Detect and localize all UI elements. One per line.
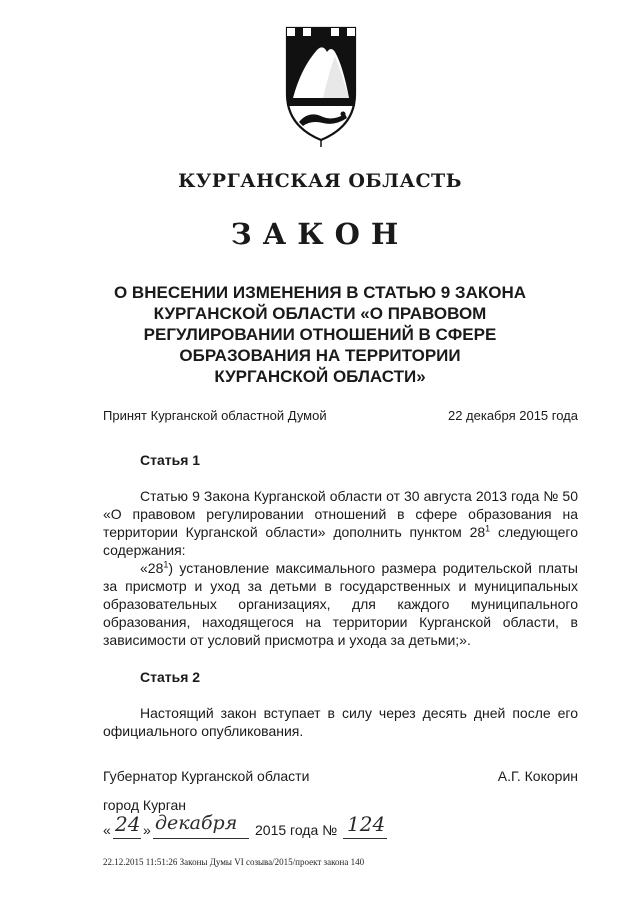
article-1-paragraph-1 — [103, 487, 578, 559]
law-title — [110, 282, 530, 387]
article-2-paragraph-1: Настоящий закон вступает в силу через десять дней после его официального опубликования. — [103, 705, 578, 739]
coat-of-arms-icon — [285, 22, 357, 147]
law-number-handwritten: 124 — [347, 812, 386, 836]
city-name: город Курган — [103, 797, 187, 813]
law-title-line: О ВНЕСЕНИИ ИЗМЕНЕНИЯ В СТАТЬЮ 9 ЗАКОНА — [113, 283, 527, 302]
law-title-line: КУРГАНСКОЙ ОБЛАСТИ «О ПРАВОВОМ — [153, 304, 487, 323]
article-1-p2-superscript: 1 — [163, 559, 169, 570]
article-1-p1-tail: следующего содержания: — [103, 524, 578, 558]
date-month-handwritten: декабря — [155, 812, 238, 834]
article-1-p2-text: ) установление максимального размера родительской платы за присмотр и уход за детьми в государственных и муниципальных образовательных организациях, для каждого муниципального образования, находящегося на территории Курганской области, в зависимости от условий присмотра и ухода за детьми;». — [103, 560, 578, 648]
date-open-quote: « — [103, 822, 111, 838]
governor-name: А.Г. Кокорин — [497, 768, 578, 784]
date-day-handwritten: 24 — [115, 812, 141, 836]
law-title-line: ОБРАЗОВАНИЯ НА ТЕРРИТОРИИ — [179, 346, 461, 365]
article-1-p1-text: Статью 9 Закона Курганской области от 30 августа 2013 года № 50 «О правовом регулировании отношений в сфере образования на территории Курганской области» дополнить пунктом 28 — [103, 488, 578, 540]
law-number-underline — [343, 838, 387, 839]
article-2-heading: Статья 2 — [140, 669, 201, 685]
date-day-underline — [113, 838, 141, 839]
adopted-by-label: Принят Курганской областной Думой — [103, 408, 327, 423]
region-name: КУРГАНСКАЯ ОБЛАСТЬ — [178, 170, 462, 192]
date-close-quote: » — [143, 822, 151, 838]
date-year-text: 2015 года № — [255, 822, 338, 838]
signing-date-line — [103, 812, 403, 846]
document-type: ЗАКОН — [230, 217, 410, 251]
date-month-underline — [153, 838, 249, 839]
law-title-line: РЕГУЛИРОВАНИИ ОТНОШЕНИЙ В СФЕРЕ — [143, 325, 497, 344]
law-title-line: КУРГАНСКОЙ ОБЛАСТИ» — [214, 367, 426, 386]
article-1-p2-prefix: «28 — [140, 560, 164, 576]
file-path-footer: 22.12.2015 11:51:26 Законы Думы VI созыва/2015/проект закона 140 — [103, 857, 365, 867]
article-1-heading: Статья 1 — [140, 452, 201, 468]
article-1-p1-superscript: 1 — [485, 523, 491, 534]
adopted-date: 22 декабря 2015 года — [447, 408, 578, 423]
article-1-paragraph-2 — [103, 559, 578, 649]
governor-position: Губернатор Курганской области — [103, 768, 310, 784]
